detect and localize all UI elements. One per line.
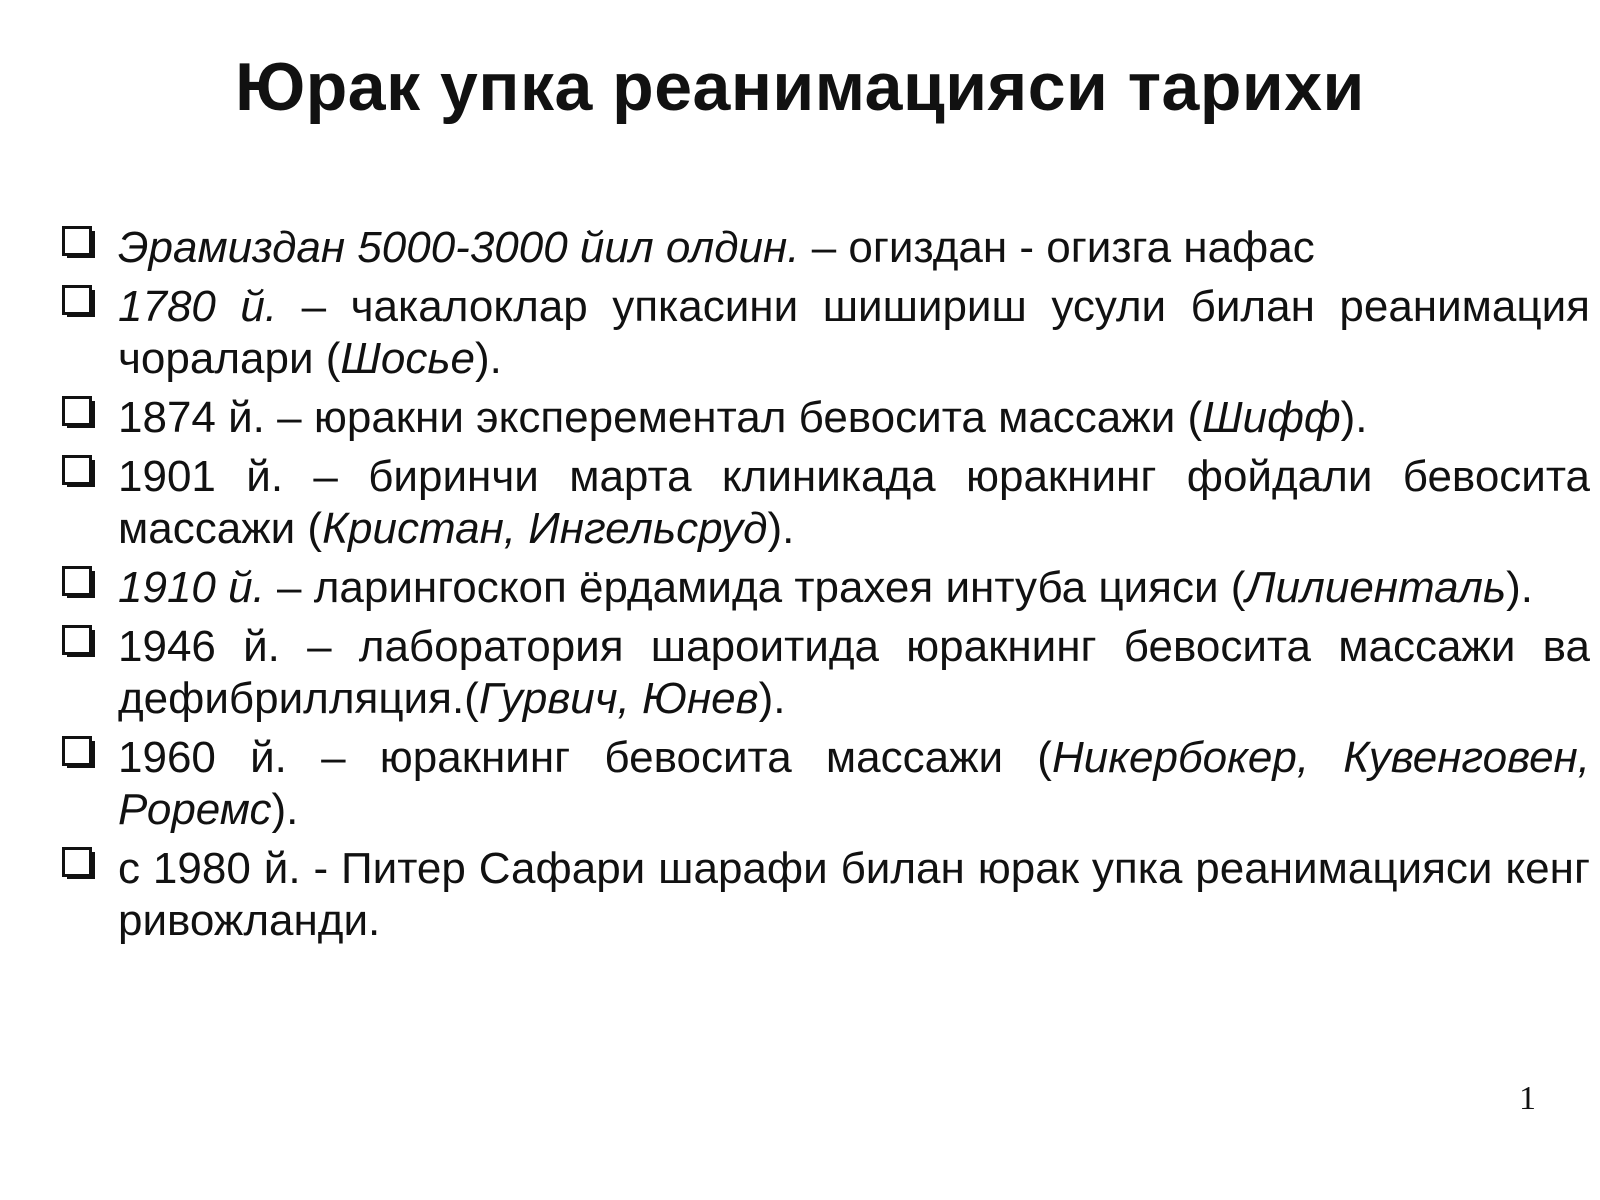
item-date: Эрамиздан 5000-3000 йил олдин. [118, 223, 800, 272]
item-person: Лилиенталь [1245, 563, 1507, 612]
item-person: Шифф [1202, 393, 1341, 442]
checkbox-bullet-icon [62, 396, 92, 426]
item-date: 1780 й. [118, 282, 278, 331]
list-item [56, 222, 1590, 274]
page-number: 1 [1519, 1080, 1536, 1117]
item-date: 1960 й. [118, 733, 287, 782]
item-text: – юракнинг бевосита массажи ( [286, 733, 1052, 782]
item-text: – юракни эксперементал бевосита массажи ( [264, 393, 1203, 442]
list-item [56, 843, 1590, 947]
checkbox-bullet-icon [62, 226, 92, 256]
item-text-end: ). [1340, 393, 1368, 442]
item-date: 1901 й. [118, 452, 284, 501]
item-person: Никербокер, Кувенговен, Роремс [118, 733, 1590, 834]
list-item [56, 621, 1590, 725]
item-text-end: ). [758, 674, 786, 723]
checkbox-bullet-icon [62, 455, 92, 485]
item-text: – биринчи марта клиникада юракнинг фойдали бевосита массажи ( [118, 452, 1590, 553]
list-item [56, 451, 1590, 555]
history-list [56, 222, 1590, 954]
item-date: 1946 й. [118, 622, 280, 671]
list-item [56, 562, 1590, 614]
item-text-end: ). [271, 785, 299, 834]
item-text-end: ). [474, 334, 502, 383]
item-text-end: ). [767, 504, 795, 553]
checkbox-bullet-icon [62, 285, 92, 315]
list-item [56, 392, 1590, 444]
item-person: Шосье [340, 334, 475, 383]
item-date: 1874 й. [118, 393, 265, 442]
slide-title: Юрак упка реанимацияси тарихи [235, 49, 1365, 125]
item-date: 1910 й. [118, 563, 265, 612]
item-text: с 1980 й. - Питер Сафари шарафи билан юрак упка реанимацияси кенг ривожланди. [118, 844, 1590, 945]
checkbox-bullet-icon [62, 566, 92, 596]
item-text: – лаборатория шароитида юракнинг бевосита массажи ва дефибрилляция.( [118, 622, 1590, 723]
checkbox-bullet-icon [62, 847, 92, 877]
checkbox-bullet-icon [62, 625, 92, 655]
list-item [56, 281, 1590, 385]
item-person: Кристан, Ингельсруд [322, 504, 768, 553]
item-text: – ларингоскоп ёрдамида трахея интуба цияси ( [264, 563, 1246, 612]
item-person: Гурвич, Юнев [478, 674, 759, 723]
item-text: – огиздан - огизга нафас [799, 223, 1315, 272]
item-text: – чакалоклар упкасини шишириш усули билан реанимация чоралари ( [118, 282, 1590, 383]
item-text-end: ). [1506, 563, 1533, 612]
checkbox-bullet-icon [62, 736, 92, 766]
list-item [56, 732, 1590, 836]
